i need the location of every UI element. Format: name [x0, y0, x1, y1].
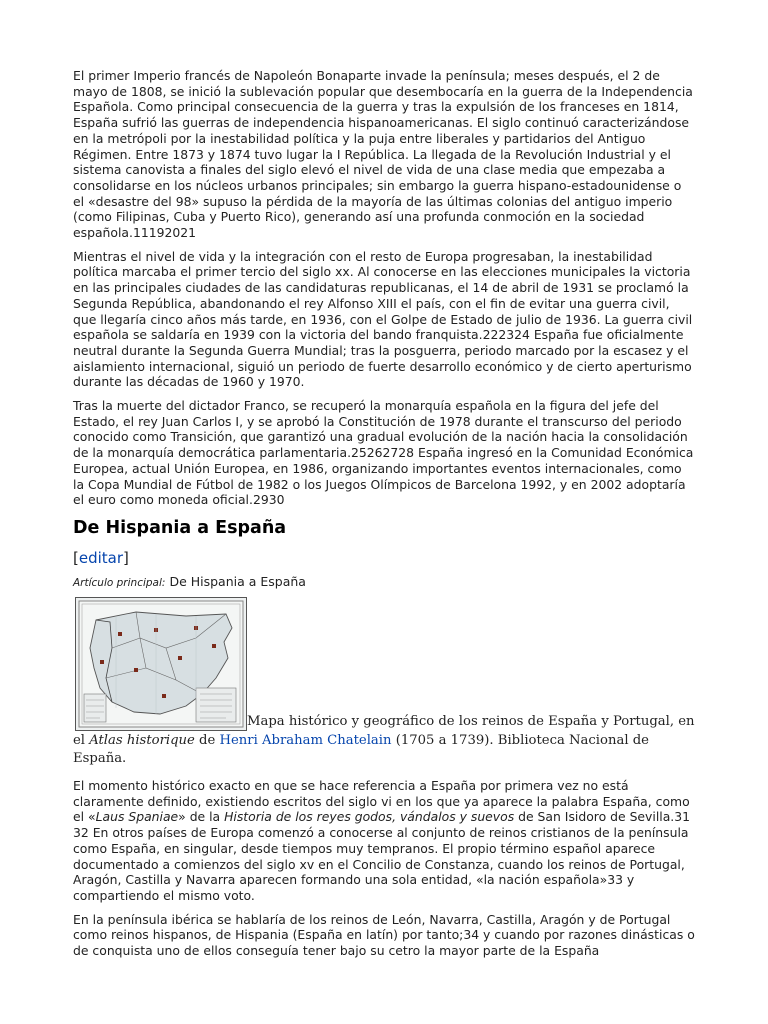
- paragraph: [73, 778, 695, 904]
- edit-section: [73, 549, 695, 567]
- caption-de: de: [194, 732, 220, 748]
- edit-bracket-close: ]: [123, 548, 129, 567]
- section-heading: De Hispania a España: [73, 517, 287, 538]
- edit-bracket-open: [: [73, 548, 79, 567]
- author-link[interactable]: Henri Abraham Chatelain: [219, 732, 392, 748]
- paragraph: En la península ibérica se hablaría de los reinos de León, Navarra, Castilla, Aragón y de Portugal como reinos hispanos, de Hispania (España en latín) por tanto;34 y cuando por razones dinásticas o de conquista uno de ellos conseguía tener bajo su cetro la mayor parte de la España: [73, 911, 695, 959]
- p4-historia-title: Historia de los reyes godos, vándalos y suevos: [224, 809, 515, 825]
- p4-laus-spaniae: Laus Spaniae: [95, 809, 179, 825]
- paragraph: Tras la muerte del dictador Franco, se recuperó la monarquía española en la figura del jefe del Estado, el rey Juan Carlos I, y se aprobó la Constitución de 1978 durante el transcurso del periodo conocido como Transición, que garantizó una gradual evolución de la nación hacia la consolidación de la monarquía democrática parlamentaria.25262728 España ingresó en la Comunidad Económica Europea, actual Unión Europea, en 1986, organizando importantes eventos internacionales, como la Copa Mundial de Fútbol de 1982 o los Juegos Olímpicos de Barcelona 1992, y en 2002 adoptaría el euro como moneda oficial.2930: [73, 398, 694, 508]
- main-article-title[interactable]: De Hispania a España: [169, 573, 306, 589]
- main-article-label: Artículo principal:: [73, 576, 166, 589]
- map-caption-line1: Mapa histórico y geográfico de los reinos de España y Portugal, en: [247, 713, 695, 729]
- edit-link[interactable]: editar: [78, 548, 124, 567]
- article-body: [73, 68, 695, 967]
- p4-text: de San Isidoro de Sevilla.31 32 En otros países de Europa comenzó a conocerse al conjunto de reinos cristianos de la península como España, en singular, desde tiempos muy tempranos. El propio término español aparece documentado a comienzos del siglo xv en el Concilio de Constanza, cuando los reinos de Portugal, Aragón, Castilla y Navarra aparecen formando una sola entidad, «la nación española»33 y compartiendo el mismo voto.: [73, 809, 691, 903]
- caption-atlas-title: Atlas historique: [89, 732, 195, 748]
- map-figure: [73, 597, 695, 731]
- caption-el: el: [73, 732, 90, 748]
- p4-text: » de la: [178, 809, 225, 825]
- map-caption-line2: [73, 732, 695, 768]
- map-illustration: [76, 598, 246, 730]
- paragraph: El primer Imperio francés de Napoleón Bonaparte invade la península; meses después, el 2 de mayo de 1808, se inició la sublevación popular que desembocaría en la guerra de la Independencia Española. Como principal consecuencia de la guerra y tras la expulsión de los franceses en 1814, España sufrió las guerras de independencia hispanoamericanas. El siglo continuó caracterizándose en la metrópoli por la inestabilidad política y la puja entre liberales y partidarios del Antiguo Régimen. Entre 1873 y 1874 tuvo lugar la I República. La llegada de la Revolución Industrial y el sistema canovista a finales del siglo elevó el nivel de vida de una clase media que empezaba a consolidarse en los núcleos urbanos principales; sin embargo la guerra hispano-estadounidense o el «desastre del 98» supuso la pérdida de la mayoría de las últimas colonias del antiguo imperio (como Filipinas, Cuba y Puerto Rico), generando así una profunda conmoción en la sociedad española.11192021: [73, 68, 693, 241]
- paragraph: Mientras el nivel de vida y la integración con el resto de Europa progresaban, la inestabilidad política marcaba el primer tercio del siglo xx. Al conocerse en las elecciones municipales la victoria en las principales ciudades de las candidaturas republicanas, el 14 de abril de 1931 se proclamó la Segunda República, abandonando el rey Alfonso XIII el país, con el fin de evitar una guerra civil, que llegaría cinco años más tarde, en 1936, con el Golpe de Estado de julio de 1936. La guerra civil española se saldaría en 1939 con la victoria del bando franquista.222324 España fue oficialmente neutral durante la Segunda Guerra Mundial; tras la posguerra, periodo marcado por la escasez y el aislamiento internacional, siguió un periodo de fuerte desarrollo económico y de cierto aperturismo durante las décadas de 1960 y 1970.: [73, 248, 693, 390]
- main-article-note: [73, 574, 695, 591]
- p4-text: El momento histórico exacto en que se hace referencia a España por primera vez no está claramente definido, existiendo escritos del siglo vi en los que ya aparece la palabra España, como el «: [73, 777, 690, 825]
- caption-rest: (1705 a 1739). Biblioteca Nacional de España.: [73, 732, 649, 766]
- historic-map-image[interactable]: [75, 597, 247, 731]
